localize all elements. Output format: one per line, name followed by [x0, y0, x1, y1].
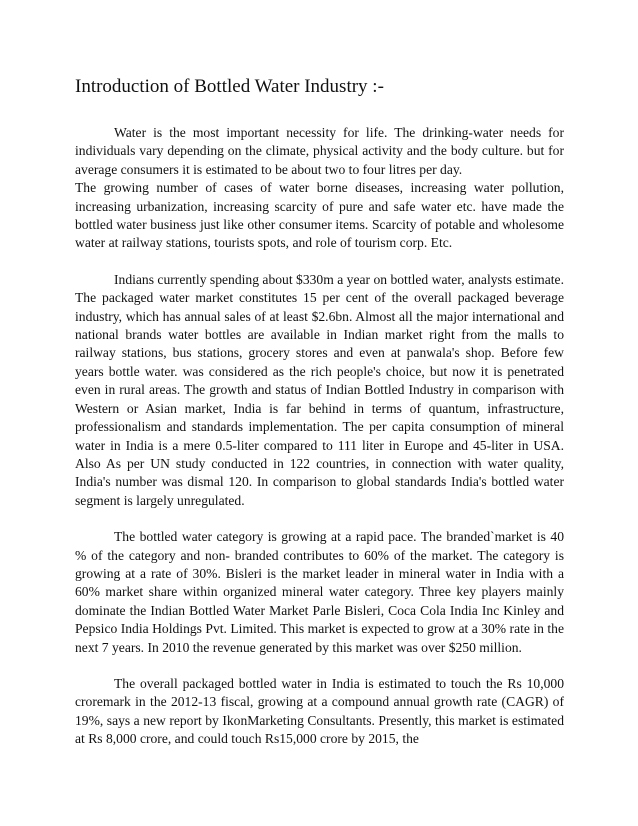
document-page — [75, 74, 564, 749]
page-title: Introduction of Bottled Water Industry :- — [75, 76, 384, 97]
paragraph-category-growth: The bottled water category is growing at a rapid pace. The branded`market is 40 % of the category and non- branded contributes to 60% of the market. The category is growing at a rate of 30%. Bisleri is the market leader in mineral water in India with a 60% market share within organized mineral water category. Three key players mainly dominate the Indian Bottled Water Market Parle Bisleri, Coca Cola India Inc Kinley and Pepsico India Holdings Pvt. Limited. This market is expected to grow at a 30% rate in the next 7 years. In 2010 the revenue generated by this market was over $250 million. — [75, 529, 564, 655]
paragraph-intro-part2: The growing number of cases of water borne diseases, increasing water pollution, increasing urbanization, increasing scarcity of pure and safe water etc. have made the bottled water business just like other consumer items. Scarcity of potable and wholesome water at railway stations, tourists spots, and role of tourism corp. Etc. — [75, 180, 564, 251]
paragraph-intro-part1: Water is the most important necessity for life. The drinking-water needs for individuals vary depending on the climate, physical activity and the body culture. but for average consumers it is estimated to be about two to four litres per day. — [75, 125, 564, 177]
paragraph-market-forecast: The overall packaged bottled water in India is estimated to touch the Rs 10,000 croremark in the 2012-13 fiscal, growing at a compound annual growth rate (CAGR) of 19%, says a new report by IkonMarketing Consultants. Presently, this market is estimated at Rs 8,000 crore, and could touch Rs15,000 crore by 2015, the — [75, 675, 564, 747]
paragraph-market-overview: Indians currently spending about $330m a year on bottled water, analysts estimate. The packaged water market constitutes 15 per cent of the overall packaged beverage industry, which has annual sales of at least $2.6bn. Almost all the major international and national brands water bottles are available in Indian market right from the malls to railway stations, bus stations, grocery stores and even at panwala's shop. Before few years bottle water. was considered as the rich people's choice, but now it is penetrated even in rural areas. The growth and status of Indian Bottled Industry in comparison with Western or Asian market, India is far behind in terms of quantum, infrastructure, professionalism and standards implementation. The per capita consumption of mineral water in India is a mere 0.5-liter compared to 111 liter in Europe and 45-liter in USA. Also As per UN study conducted in 122 countries, in connection with water quality, India's number was dismal 120. In comparison to global standards India's bottled water segment is largely unregulated. — [75, 271, 564, 508]
